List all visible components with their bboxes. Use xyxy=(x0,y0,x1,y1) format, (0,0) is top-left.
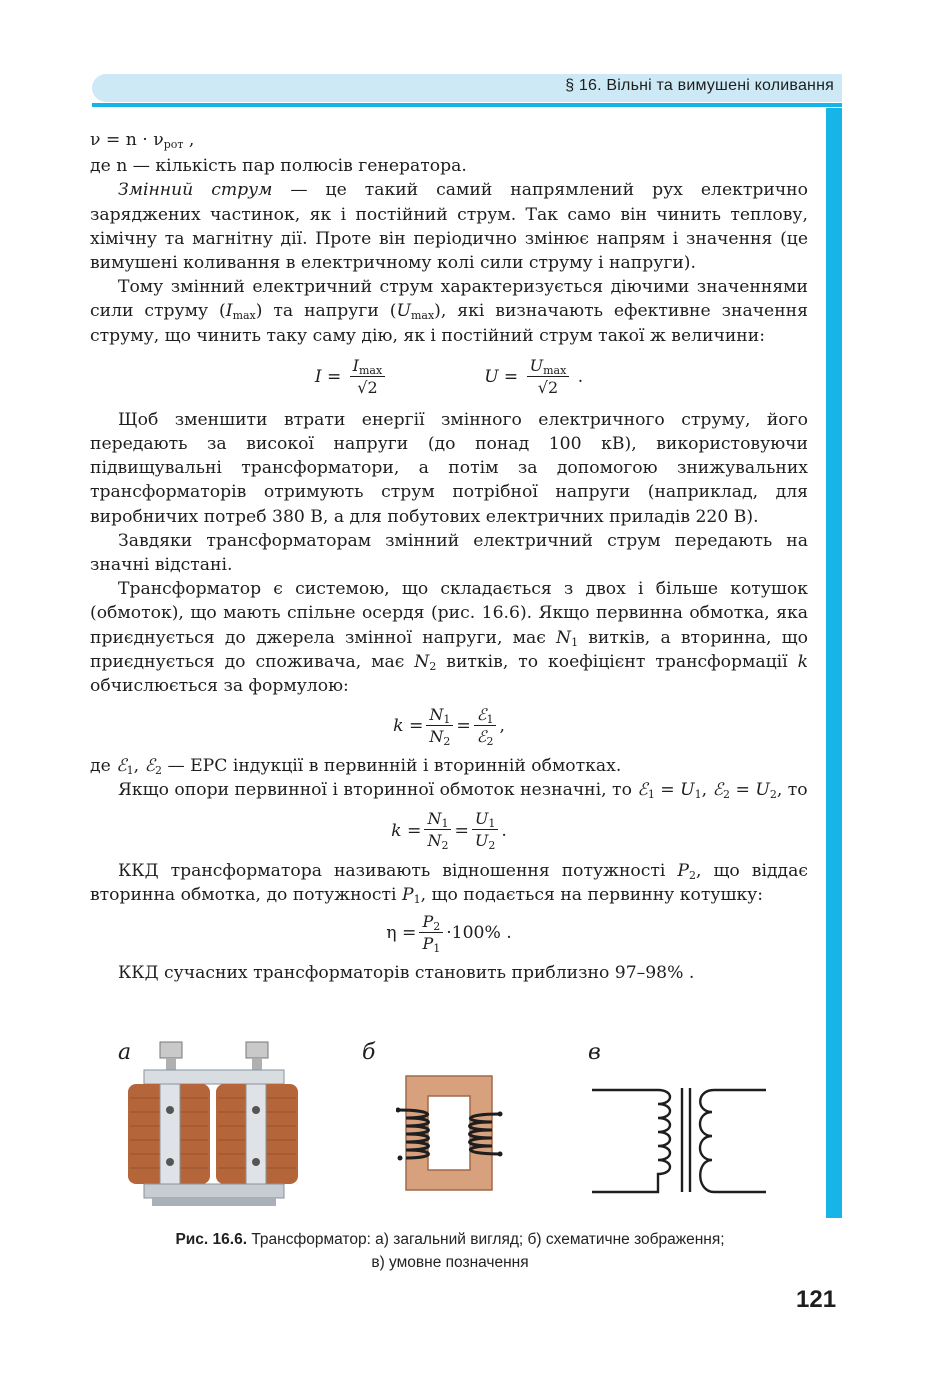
lhs: U = xyxy=(484,367,519,388)
terminal-post xyxy=(252,1058,262,1070)
sub: 2 xyxy=(688,868,696,882)
var: N xyxy=(427,831,442,851)
var: U xyxy=(474,809,489,829)
sub: 1 xyxy=(694,788,702,802)
formula-I xyxy=(315,356,388,399)
base xyxy=(144,1184,284,1198)
numerator xyxy=(474,705,497,726)
caption-label: Рис. 16.6. xyxy=(175,1231,248,1248)
num-var: I xyxy=(352,356,359,376)
var: U xyxy=(474,831,489,851)
sub-1: 1 xyxy=(571,635,579,649)
section-header-bar xyxy=(92,74,842,102)
fraction-N xyxy=(426,705,453,748)
denominator xyxy=(419,933,443,955)
paragraph-10: ККД сучасних трансформаторів становить приблизно 97–98% . xyxy=(118,963,695,984)
var: N xyxy=(429,704,444,724)
var: P xyxy=(422,933,434,953)
caption-line-1 xyxy=(100,1228,800,1251)
top-yoke xyxy=(144,1070,284,1084)
var-emf: ℰ xyxy=(116,756,127,777)
clamp xyxy=(246,1084,266,1184)
paragraph-4: Щоб зменшити втрати енергії змінного електричного струму, його передають за високої напруги (до понад 100 кВ), використовуючи підвищувальні трансформатори, а потім за допомогою знижувальних трансформаторів отримують струм потрібної напруги (наприклад, для виробничих потреб 380 В, а для побутових електричних приладів 220 В). xyxy=(90,409,808,527)
paragraph-5: Завдяки трансформаторам змінний електричний струм передають на значні відстані. xyxy=(90,530,808,576)
text: = xyxy=(730,780,756,801)
numerator xyxy=(472,809,498,830)
text: , xyxy=(133,756,145,777)
figure-label-a: а xyxy=(118,1040,132,1065)
var-U: U xyxy=(396,301,411,322)
terminal-post xyxy=(166,1058,176,1070)
tail: ·100% . xyxy=(446,922,512,943)
caption-text: Трансформатор: а) загальний вигляд; б) схематичне зображення; xyxy=(247,1231,725,1248)
formula-frequency xyxy=(90,128,808,152)
sub: 2 xyxy=(723,788,730,802)
transformer-schematic xyxy=(396,1070,506,1198)
fraction xyxy=(527,356,570,399)
fraction-N xyxy=(424,809,451,852)
fraction xyxy=(350,356,386,399)
paragraph-6 xyxy=(90,577,808,698)
text: , що подається на первинну котушку: xyxy=(420,884,764,905)
sub: 1 xyxy=(647,788,655,802)
text: , що віддає вторинна обмотка, до потужності xyxy=(90,860,808,905)
sub: 2 xyxy=(155,764,162,778)
terminal xyxy=(246,1042,268,1058)
formula-subscript: рот xyxy=(163,138,184,151)
var-P: P xyxy=(677,860,689,881)
sub: 1 xyxy=(126,764,134,778)
text: — ЕРС індукції в первинній і вторинній обмотках. xyxy=(162,756,622,777)
var-I: I xyxy=(225,301,233,322)
formula-transformation-ratio xyxy=(90,698,808,754)
paragraph-1: де n — кількість пар полюсів генератора. xyxy=(90,156,467,177)
num-sub: max xyxy=(543,364,567,378)
equals: = xyxy=(456,716,471,737)
sub-2: 2 xyxy=(429,659,437,673)
comma: , xyxy=(499,716,505,737)
var-U: U xyxy=(680,780,695,801)
sub: 1 xyxy=(486,712,494,726)
base-foot xyxy=(152,1198,276,1206)
var-emf: ℰ xyxy=(637,780,648,801)
paragraph-2 xyxy=(90,178,808,275)
formula-voltage-ratio xyxy=(90,803,808,859)
num-var: U xyxy=(529,356,544,376)
var: P xyxy=(422,911,434,931)
numerator xyxy=(350,356,386,377)
formula-tail: , xyxy=(183,130,195,150)
paragraph-8 xyxy=(90,778,808,802)
header-underline xyxy=(92,103,842,107)
formula-effective-values xyxy=(90,352,808,404)
lhs: k = xyxy=(391,820,422,841)
var-N: N xyxy=(414,651,430,672)
numerator xyxy=(527,356,570,377)
clamp xyxy=(160,1084,180,1184)
denominator xyxy=(474,726,497,748)
text: де xyxy=(90,756,117,777)
term-alternating-current: Змінний струм xyxy=(118,180,273,201)
fraction-emf xyxy=(474,705,497,748)
paragraph-3 xyxy=(90,275,808,348)
terminal xyxy=(160,1042,182,1058)
text: витків, то коефіцієнт трансформації xyxy=(436,651,798,672)
sub: 2 xyxy=(443,734,451,748)
text: = xyxy=(654,780,681,801)
sub: 1 xyxy=(488,817,496,831)
sub: 2 xyxy=(433,919,441,933)
page-text xyxy=(90,128,808,985)
var-N: N xyxy=(556,627,572,648)
sub: 2 xyxy=(769,788,777,802)
sub: 1 xyxy=(441,817,449,831)
denominator xyxy=(426,726,453,748)
var-emf: ℰ xyxy=(712,780,723,801)
var: ℰ xyxy=(476,704,487,724)
dot: . xyxy=(577,367,584,388)
sub: 2 xyxy=(488,839,496,853)
denominator xyxy=(424,830,451,852)
sub-max: max xyxy=(232,309,256,323)
num-sub: max xyxy=(359,364,383,378)
numerator xyxy=(426,705,453,726)
transformer-photo xyxy=(118,1040,318,1212)
text: Тому змінний електричний струм характеризується діючими значеннями сили струму ( xyxy=(90,277,808,322)
transformer-symbol xyxy=(588,1082,770,1198)
text: Якщо опори первинної і вторинної обмоток незначні, то xyxy=(118,780,638,801)
var: ℰ xyxy=(476,726,487,746)
text: ) та напруги ( xyxy=(255,301,397,322)
var-k: k xyxy=(797,651,808,672)
fraction-P xyxy=(419,912,443,955)
var-U: U xyxy=(755,780,770,801)
paragraph-2-text: — це такий самий напрямлений рух електрично заряджених частинок, як і постійний струм. Так само він чинить теплову, хімічну та магнітну дії. Проте він періодично змінює напрям і значення (це вимушені коливання в електричному колі сили струму і напруги). xyxy=(90,180,808,274)
numerator xyxy=(424,809,451,830)
formula-U xyxy=(484,356,583,399)
figure-label-b: б xyxy=(362,1040,376,1065)
dot: . xyxy=(501,820,507,841)
var-P: P xyxy=(401,884,414,905)
text: ККД трансформатора називають відношення потужності xyxy=(118,860,678,881)
side-accent-stripe xyxy=(826,108,842,1218)
text: , то xyxy=(776,780,808,801)
text: Трансформатор є системою, що складається з двох і більше котушок (обмоток), що мають спільне осердя (рис. 16.6). Якщо первинна обмотка, яка приєднується до джерела змінної напруги, має xyxy=(90,579,808,648)
lhs: I = xyxy=(314,367,342,388)
figure-label-c: в xyxy=(588,1040,601,1065)
sub: 1 xyxy=(413,892,421,906)
section-title: § 16. Вільні та вимушені коливання xyxy=(565,77,834,94)
caption-line-2: в) умовне позначення xyxy=(371,1254,529,1271)
paragraph-9 xyxy=(90,859,808,907)
denominator: √2 xyxy=(357,378,378,398)
sub: 1 xyxy=(443,712,451,726)
paragraph-7 xyxy=(90,754,808,778)
numerator xyxy=(419,912,443,933)
sub: 2 xyxy=(441,839,449,853)
formula-text: ν = n · ν xyxy=(90,130,164,150)
lhs: k = xyxy=(393,716,424,737)
denominator: √2 xyxy=(537,378,559,398)
lhs: η = xyxy=(386,922,417,943)
text: обчислюється за формулою: xyxy=(90,676,349,697)
page-number: 121 xyxy=(796,1286,837,1313)
sub: 2 xyxy=(486,734,494,748)
sub: 1 xyxy=(433,941,441,955)
var: N xyxy=(427,809,442,829)
formula-efficiency xyxy=(90,907,808,959)
equals: = xyxy=(454,820,469,841)
text: , xyxy=(701,780,713,801)
fraction-U xyxy=(472,809,498,852)
text: витків, а вторинна, що приєднується до споживача, має xyxy=(90,627,808,672)
figure-caption xyxy=(100,1228,800,1274)
var-emf: ℰ xyxy=(144,756,155,777)
denominator xyxy=(472,830,498,852)
text: ), які визначають ефективне значення струму, що чинить таку саму дію, як і постійний струм такої ж величини: xyxy=(90,301,808,346)
sub-max: max xyxy=(410,309,435,323)
var: N xyxy=(429,726,444,746)
